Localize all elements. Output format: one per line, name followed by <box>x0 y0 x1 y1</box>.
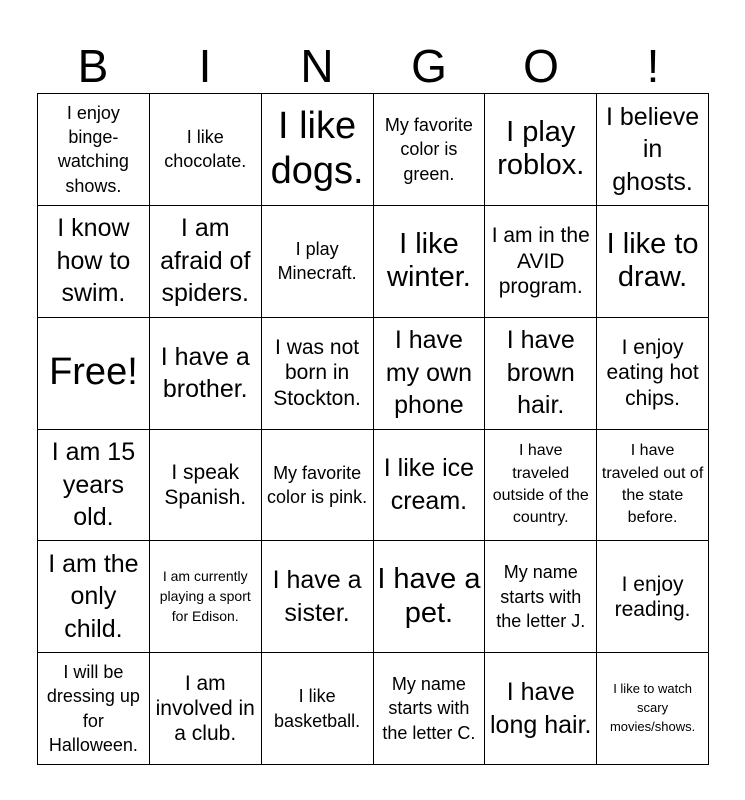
bingo-cell-r1-c4[interactable] <box>374 94 486 206</box>
bingo-cell-text: I believe in ghosts. <box>606 102 700 196</box>
bingo-cell-r2-c6[interactable] <box>597 206 709 318</box>
bingo-cell-r5-c3[interactable] <box>262 541 374 653</box>
bingo-cell-r4-c5[interactable] <box>485 430 597 542</box>
header-letter-o: O <box>523 40 559 92</box>
bingo-cell-text: My name starts with the letter J. <box>496 562 586 631</box>
bingo-cell-text: My name starts with the letter C. <box>382 674 476 743</box>
bingo-cell-r1-c6[interactable] <box>597 94 709 206</box>
bingo-cell-r4-c2[interactable] <box>150 430 262 542</box>
bingo-cell-r1-c1[interactable] <box>38 94 150 206</box>
bingo-cell-text: I like chocolate. <box>164 127 247 172</box>
bingo-cell-text: My favorite color is pink. <box>267 462 368 507</box>
bingo-cell-r5-c1[interactable] <box>38 541 150 653</box>
header-letter-exclamation: ! <box>646 40 660 92</box>
bingo-cell-text: I like ice cream. <box>383 454 475 515</box>
header-letter-i: I <box>198 40 212 92</box>
bingo-cell-r5-c2[interactable] <box>150 541 262 653</box>
bingo-cell-r6-c3[interactable] <box>262 653 374 765</box>
bingo-cell-r5-c5[interactable] <box>485 541 597 653</box>
bingo-cell-text: I enjoy eating hot chips. <box>606 336 699 410</box>
bingo-cell-r6-c5[interactable] <box>485 653 597 765</box>
bingo-cell-text: Free! <box>49 351 138 394</box>
bingo-cell-r3-c5[interactable] <box>485 318 597 430</box>
bingo-cell-r1-c2[interactable] <box>150 94 262 206</box>
bingo-cell-r2-c5[interactable] <box>485 206 597 318</box>
bingo-cell-text: I have long hair. <box>490 678 592 739</box>
bingo-cell-text: I am 15 years old. <box>51 438 136 532</box>
bingo-grid <box>37 93 709 765</box>
bingo-cell-r3-c4[interactable] <box>374 318 486 430</box>
bingo-cell-text: I enjoy reading. <box>614 572 691 621</box>
bingo-cell-r4-c3[interactable] <box>262 430 374 542</box>
bingo-cell-text: I like to draw. <box>606 227 699 294</box>
bingo-cell-text: I have a brother. <box>160 342 250 404</box>
bingo-cell-text: I have brown hair. <box>506 326 575 420</box>
bingo-cell-text: I was not born in Stockton. <box>273 336 361 410</box>
bingo-cell-text: I have my own phone <box>385 326 472 420</box>
bingo-cell-r5-c6[interactable] <box>597 541 709 653</box>
bingo-cell-r6-c2[interactable] <box>150 653 262 765</box>
bingo-cell-text: I am involved in a club. <box>155 671 255 746</box>
bingo-cell-text: I like to watch scary movies/shows. <box>609 681 696 734</box>
bingo-cell-text: I have traveled outside of the country. <box>492 442 589 527</box>
bingo-cell-r4-c1[interactable] <box>38 430 150 542</box>
bingo-cell-text: I speak Spanish. <box>164 460 247 509</box>
header-letter-g: G <box>411 40 447 92</box>
bingo-cell-r3-c3[interactable] <box>262 318 374 430</box>
bingo-cell-free[interactable] <box>38 318 150 430</box>
bingo-cell-text: I like winter. <box>387 227 471 294</box>
bingo-cell-text: I am afraid of spiders. <box>160 214 251 308</box>
bingo-cell-text: I have a pet. <box>377 563 481 629</box>
bingo-cell-r3-c6[interactable] <box>597 318 709 430</box>
bingo-cell-r5-c4[interactable] <box>374 541 486 653</box>
bingo-cell-text: I like dogs. <box>270 104 364 193</box>
bingo-cell-r3-c2[interactable] <box>150 318 262 430</box>
header-letter-n: N <box>300 40 334 92</box>
bingo-cell-text: I have a sister. <box>272 566 362 627</box>
header-letter-b: B <box>77 40 109 92</box>
bingo-cell-text: I play roblox. <box>497 116 585 182</box>
bingo-cell-text: My favorite color is green. <box>384 114 473 184</box>
bingo-cell-text: I am currently playing a sport for Edison. <box>159 568 251 624</box>
bingo-cell-r1-c3[interactable] <box>262 94 374 206</box>
bingo-cell-text: I know how to swim. <box>56 214 131 308</box>
bingo-cell-r6-c4[interactable] <box>374 653 486 765</box>
bingo-cell-r4-c6[interactable] <box>597 430 709 542</box>
bingo-header <box>37 38 709 94</box>
bingo-cell-text: I like basketball. <box>274 686 361 731</box>
bingo-cell-r2-c2[interactable] <box>150 206 262 318</box>
bingo-cell-r2-c1[interactable] <box>38 206 150 318</box>
bingo-cell-r2-c4[interactable] <box>374 206 486 318</box>
bingo-cell-text: I have traveled out of the state before. <box>601 442 704 527</box>
bingo-cell-r1-c5[interactable] <box>485 94 597 206</box>
bingo-cell-text: I am in the AVID program. <box>491 224 590 298</box>
bingo-cell-text: I enjoy binge-watching shows. <box>57 102 129 196</box>
bingo-cell-r6-c1[interactable] <box>38 653 150 765</box>
bingo-cell-text: I will be dressing up for Halloween. <box>46 661 140 755</box>
bingo-cell-r6-c6[interactable] <box>597 653 709 765</box>
bingo-cell-r4-c4[interactable] <box>374 430 486 542</box>
bingo-cell-r2-c3[interactable] <box>262 206 374 318</box>
bingo-cell-text: I am the only child. <box>48 549 139 643</box>
bingo-cell-text: I play Minecraft. <box>277 238 357 284</box>
